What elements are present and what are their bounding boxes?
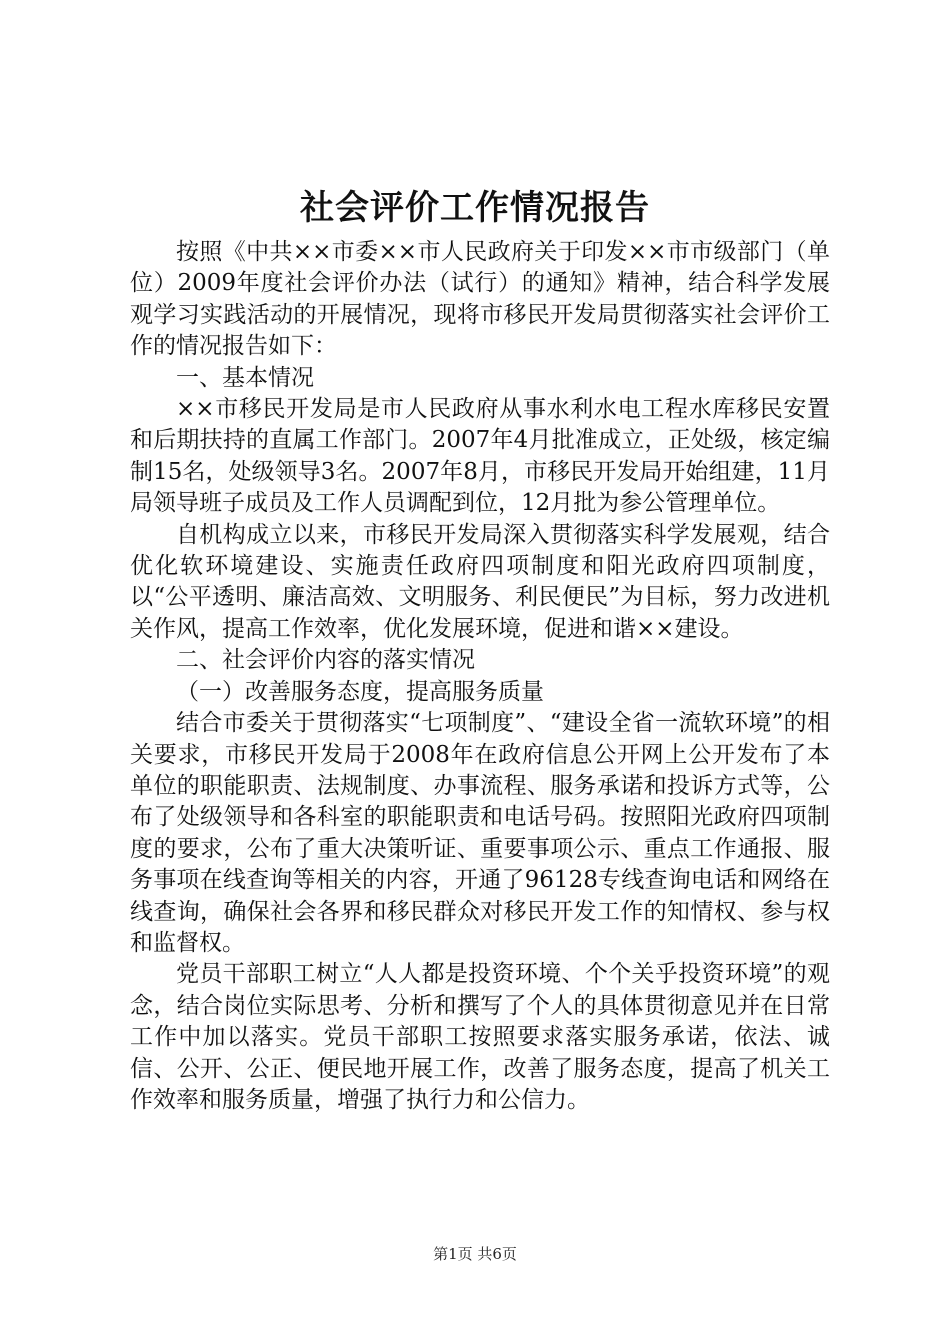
document-title: 社会评价工作情况报告 bbox=[300, 188, 650, 228]
subsection-heading-service: （一）改善服务态度，提高服务质量 bbox=[176, 678, 544, 705]
paragraph-service-disclosure: 结合市委关于贯彻落实“七项制度”、“建设全省一流软环境”的相关要求，市移民开发局于2008年在政府信息公开网上公开发布了本单位的职能职责、法规制度、办事流程、服务承诺和投诉方式等，公布了处级领导和各科室的职能职责和电话号码。按照阳光政府四项制度的要求，公布了重大决策听证、重要事项公示、重点工作通报、服务事项在线查询等相关的内容，开通了96128专线查询电话和网络在线查询，确保社会各界和移民群众对移民开发工作的知情权、参与权和监督权。 bbox=[130, 710, 830, 956]
paragraph-basic-info: ××市移民开发局是市人民政府从事水利水电工程水库移民安置和后期扶持的直属工作部门。2007年4月批准成立，正处级，核定编制15名，处级领导3名。2007年8月，市移民开发局开始组建，11月局领导班子成员及工作人员调配到位，12月批为参公管理单位。 bbox=[130, 396, 830, 517]
paragraph-intro: 按照《中共××市委××市人民政府关于印发××市市级部门（单位）2009年度社会评价办法（试行）的通知》精神，结合科学发展观学习实践活动的开展情况，现将市移民开发局贯彻落实社会评价工作的情况报告如下： bbox=[130, 239, 830, 360]
page-number-footer: 第1页 共6页 bbox=[433, 1245, 517, 1263]
document-body bbox=[130, 237, 830, 1116]
section-heading-basic: 一、基本情况 bbox=[176, 364, 314, 391]
paragraph-since-founding: 自机构成立以来，市移民开发局深入贯彻落实科学发展观，结合优化软环境建设、实施责任政府四项制度和阳光政府四项制度，以“公平透明、廉洁高效、文明服务、利民便民”为目标，努力改进机关作风，提高工作效率，优化发展环境，促进和谐××建设。 bbox=[130, 521, 830, 642]
section-heading-implementation: 二、社会评价内容的落实情况 bbox=[176, 647, 475, 674]
paragraph-staff-commitment: 党员干部职工树立“人人都是投资环境、个个关乎投资环境”的观念，结合岗位实际思考、分析和撰写了个人的具体贯彻意见并在日常工作中加以落实。党员干部职工按照要求落实服务承诺，依法、诚信、公开、公正、便民地开展工作，改善了服务态度，提高了机关工作效率和服务质量，增强了执行力和公信力。 bbox=[130, 961, 830, 1113]
